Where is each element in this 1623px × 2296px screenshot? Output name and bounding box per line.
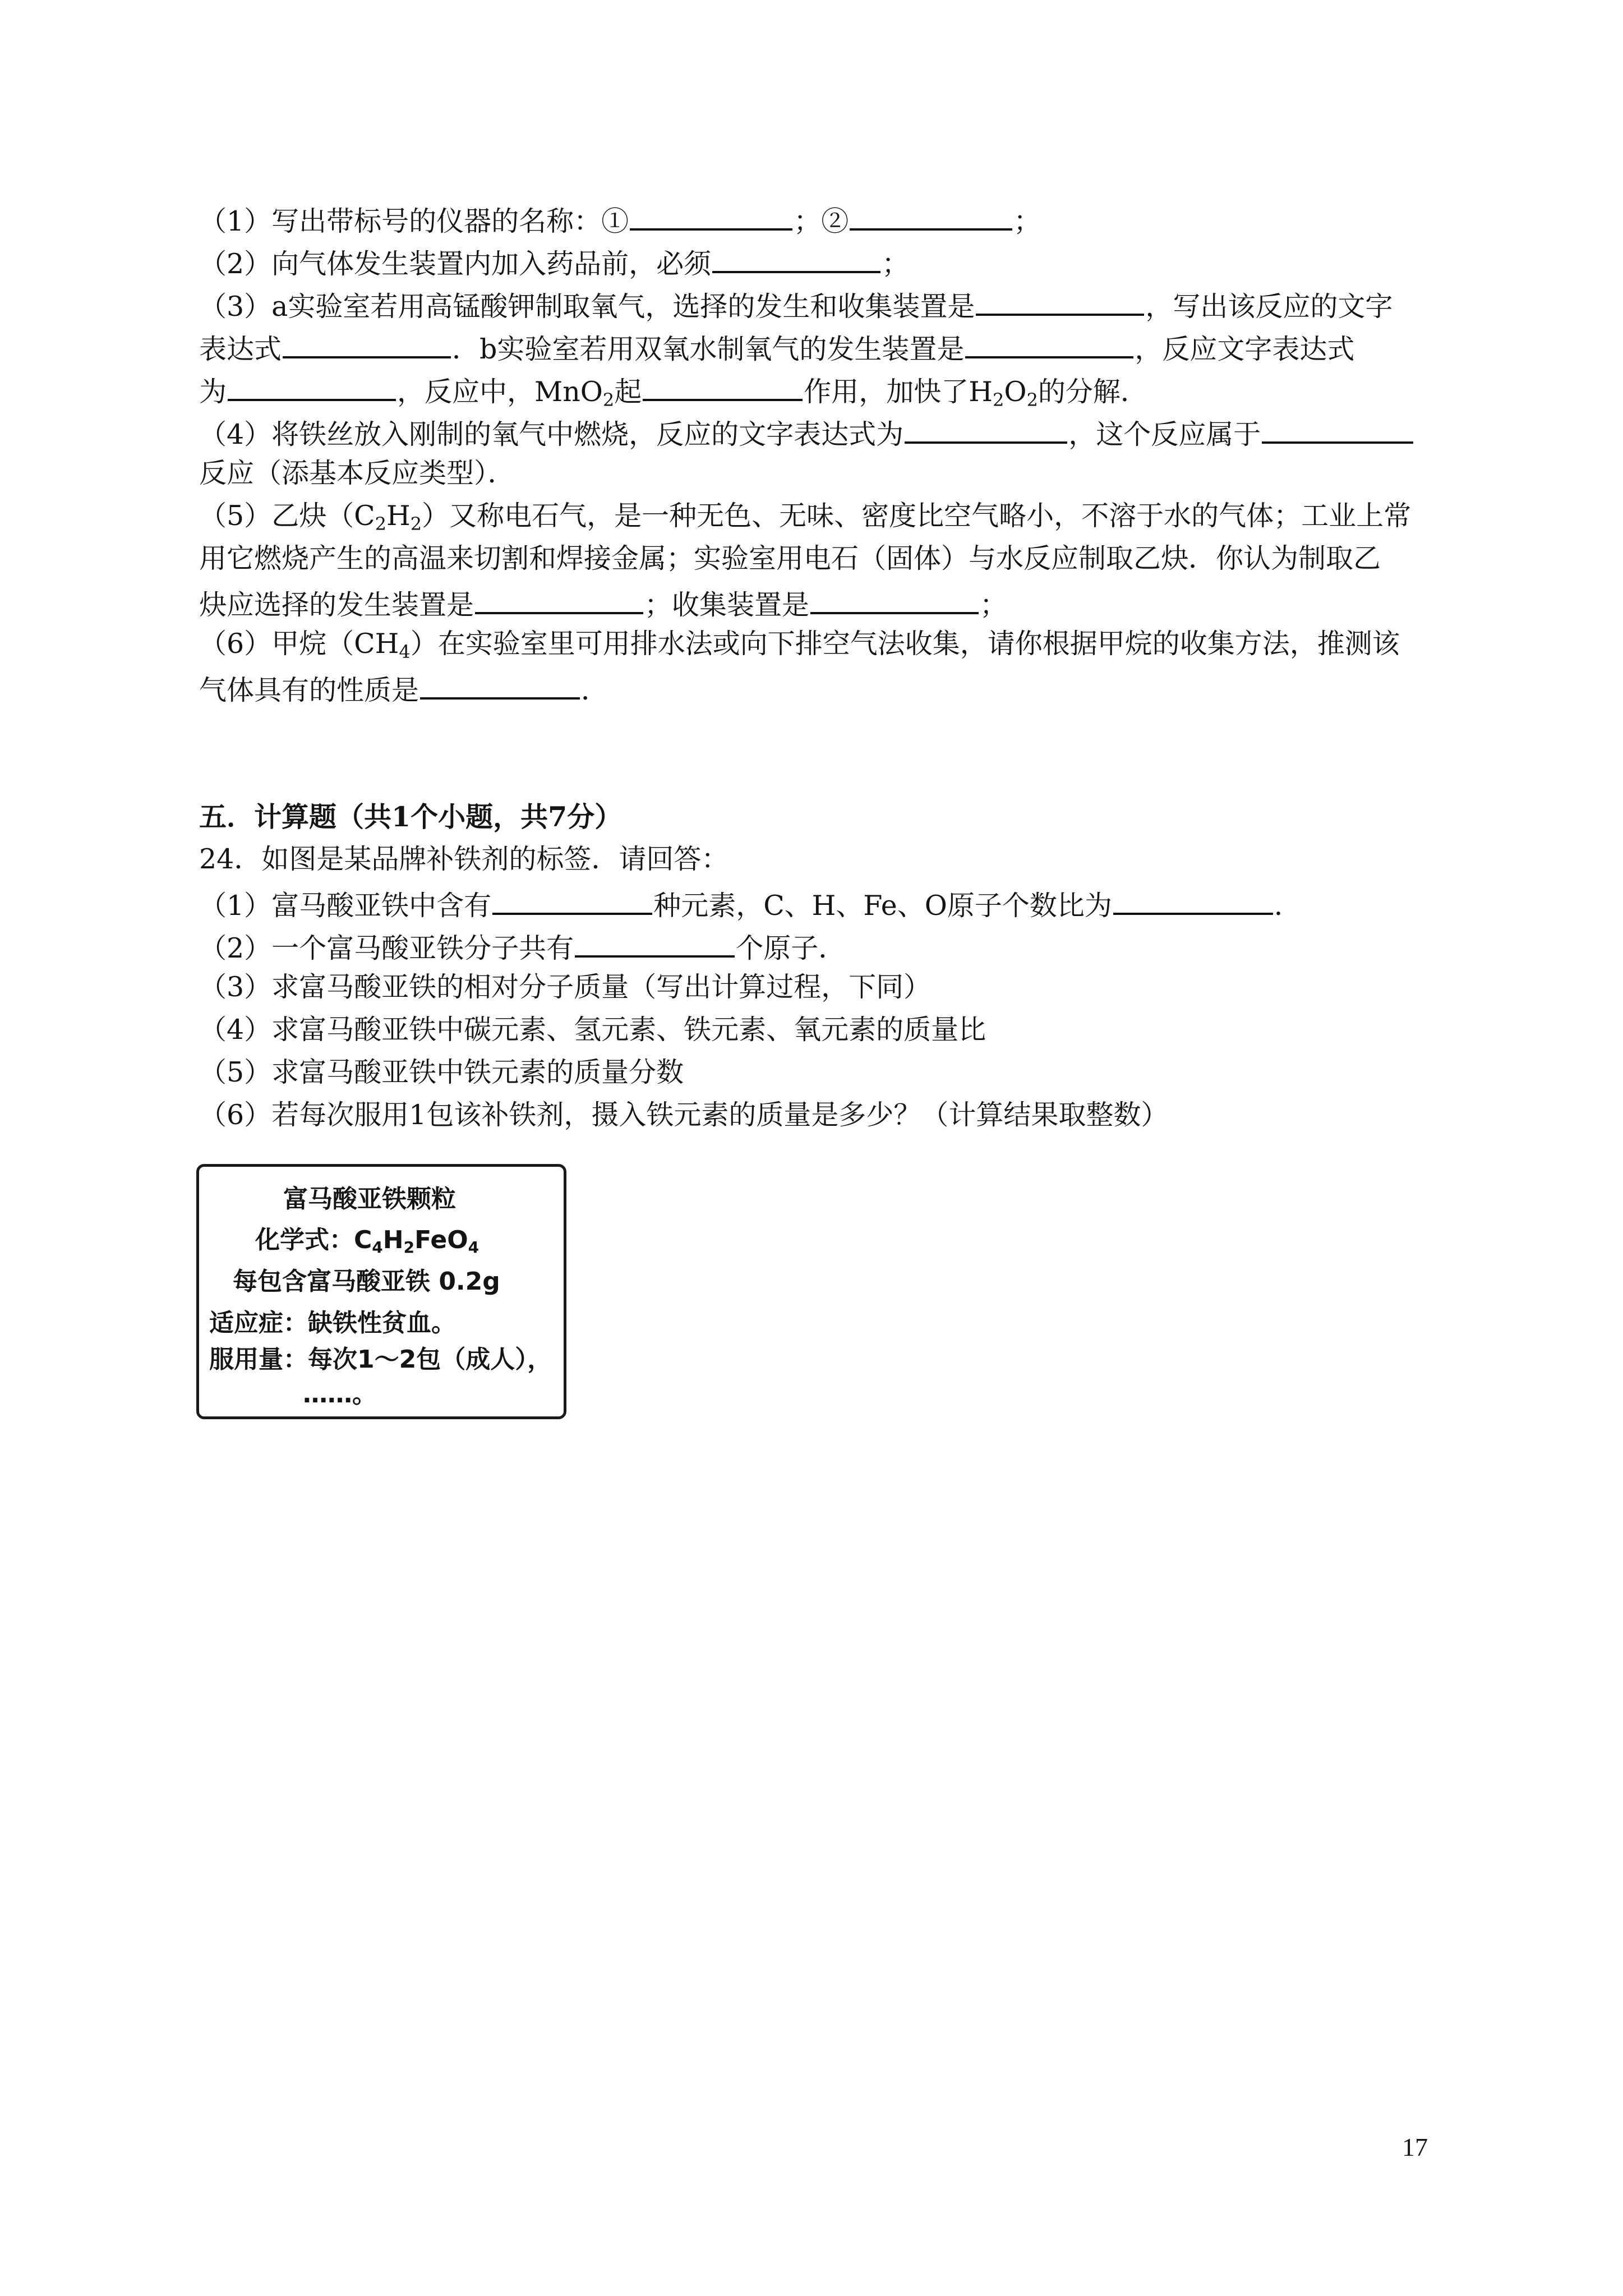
question-text: 种元素，C、H、Fe、O原子个数比为 xyxy=(653,890,1112,922)
label-ellipsis: ……。 xyxy=(303,1380,377,1409)
page-number: 17 xyxy=(1402,2133,1428,2161)
question-text: ； xyxy=(882,248,910,280)
question-text: O xyxy=(1004,376,1027,408)
supplement-label xyxy=(196,1164,566,1419)
answer-blank xyxy=(850,200,1012,231)
answer-blank xyxy=(228,371,396,401)
subscript: 4 xyxy=(468,1238,479,1257)
question-text: （3）a实验室若用高锰酸钾制取氧气，选择的发生和收集装置是 xyxy=(199,291,975,323)
question-text: 作用，加快了H xyxy=(804,376,993,408)
question-3-line-3 xyxy=(199,371,1148,411)
question-text: （2）一个富马酸亚铁分子共有 xyxy=(199,932,574,964)
answer-blank xyxy=(420,669,580,700)
question-text: ． xyxy=(1274,890,1302,922)
question-text: 气体具有的性质是 xyxy=(199,674,419,706)
question-text: ，反应中，MnO xyxy=(397,376,603,408)
question-3-line-2 xyxy=(199,328,1354,363)
question-24-part-2 xyxy=(199,927,846,962)
question-text: 为 xyxy=(199,376,227,408)
question-text: ． xyxy=(581,674,609,706)
subscript: 2 xyxy=(410,513,422,535)
answer-blank xyxy=(630,200,792,231)
answer-blank xyxy=(475,584,643,614)
question-2-line xyxy=(199,243,909,278)
answer-blank xyxy=(905,413,1067,444)
question-24-part-1 xyxy=(199,885,1302,922)
question-text: 表达式 xyxy=(199,333,282,365)
question-5-line-2 xyxy=(199,541,1381,576)
subscript: 2 xyxy=(602,389,615,411)
label-usage: 服用量：每次1～2包（成人）， xyxy=(209,1345,552,1374)
question-1-line xyxy=(199,200,1041,235)
label-formula: 化学式：C4H2FeO4 xyxy=(255,1226,479,1257)
question-text: ）又称电石气，是一种无色、无味、密度比空气略小，不溶于水的气体；工业上常 xyxy=(422,500,1412,532)
question-text: ．b实验室若用双氧水制氧气的发生装置是 xyxy=(452,333,965,365)
question-5-line-3 xyxy=(199,584,1007,619)
answer-blank xyxy=(1113,885,1273,915)
answer-blank xyxy=(575,927,735,958)
subscript: 2 xyxy=(993,389,1004,411)
question-text: ； xyxy=(980,589,1008,621)
subscript: 4 xyxy=(372,1238,383,1257)
question-6-line-2 xyxy=(199,669,608,704)
answer-blank xyxy=(712,243,880,273)
question-4-line-2 xyxy=(199,456,515,491)
question-text: 的分解． xyxy=(1038,376,1148,408)
question-text: 用它燃烧产生的高温来切割和焊接金属；实验室用电石（固体）与水反应制取乙炔．你认为制取乙 xyxy=(199,542,1381,574)
question-24-part-4: （4）求富马酸亚铁中碳元素、氢元素、铁元素、氧元素的质量比 xyxy=(199,1014,986,1046)
question-5-line-1 xyxy=(199,499,1411,533)
question-text: （4）将铁丝放入刚制的氧气中燃烧，反应的文字表达式为 xyxy=(199,418,904,450)
question-24-part-3: （3）求富马酸亚铁的相对分子质量（写出计算过程，下同） xyxy=(199,971,932,1003)
question-text: 起 xyxy=(614,376,642,408)
question-4-line-1 xyxy=(199,413,1414,448)
label-indication: 适应症：缺铁性贫血。 xyxy=(209,1309,456,1337)
question-3-line-1 xyxy=(199,286,1393,323)
question-text: ，反应文字表达式 xyxy=(1135,333,1355,365)
question-text: 个原子． xyxy=(736,932,846,964)
section-heading: 五．计算题（共1个小题，共7分） xyxy=(199,800,623,833)
question-text: ；② xyxy=(794,205,849,237)
question-text: H xyxy=(386,500,411,532)
subscript: 2 xyxy=(1026,389,1038,411)
question-text: （5）乙炔（C xyxy=(199,500,375,532)
label-dose: 每包含富马酸亚铁 0.2g xyxy=(233,1267,500,1296)
question-6-line-1 xyxy=(199,627,1400,661)
label-title: 富马酸亚铁颗粒 xyxy=(283,1185,456,1213)
answer-blank xyxy=(492,885,652,915)
question-text: ，写出该反应的文字 xyxy=(1145,291,1393,323)
answer-blank xyxy=(810,584,979,614)
question-24-intro: 24．如图是某品牌补铁剂的标签．请回答： xyxy=(199,843,729,875)
question-text: （2）向气体发生装置内加入药品前，必须 xyxy=(199,248,712,280)
question-text: （6）甲烷（CH xyxy=(199,628,399,660)
question-text: 反应（添基本反应类型）． xyxy=(199,457,515,489)
answer-blank xyxy=(1262,413,1413,444)
question-text: （1）写出带标号的仪器的名称：① xyxy=(199,205,629,237)
answer-blank xyxy=(965,328,1133,358)
subscript: 2 xyxy=(403,1238,415,1257)
question-24-part-6: （6）若每次服用1包该补铁剂，摄入铁元素的质量是多少？（计算结果取整数） xyxy=(199,1099,1169,1131)
answer-blank xyxy=(643,371,803,401)
question-text: ，这个反应属于 xyxy=(1068,418,1261,450)
question-text: 炔应选择的发生装置是 xyxy=(199,589,474,621)
answer-blank xyxy=(976,286,1144,316)
question-text: ；收集装置是 xyxy=(644,589,810,621)
subscript: 2 xyxy=(375,513,387,535)
question-text: ； xyxy=(1013,205,1041,237)
question-24-part-5: （5）求富马酸亚铁中铁元素的质量分数 xyxy=(199,1056,684,1088)
answer-blank xyxy=(283,328,451,358)
question-text: ）在实验室里可用排水法或向下排空气法收集，请你根据甲烷的收集方法，推测该 xyxy=(410,628,1400,660)
subscript: 4 xyxy=(399,641,411,662)
question-text: （1）富马酸亚铁中含有 xyxy=(199,890,492,922)
